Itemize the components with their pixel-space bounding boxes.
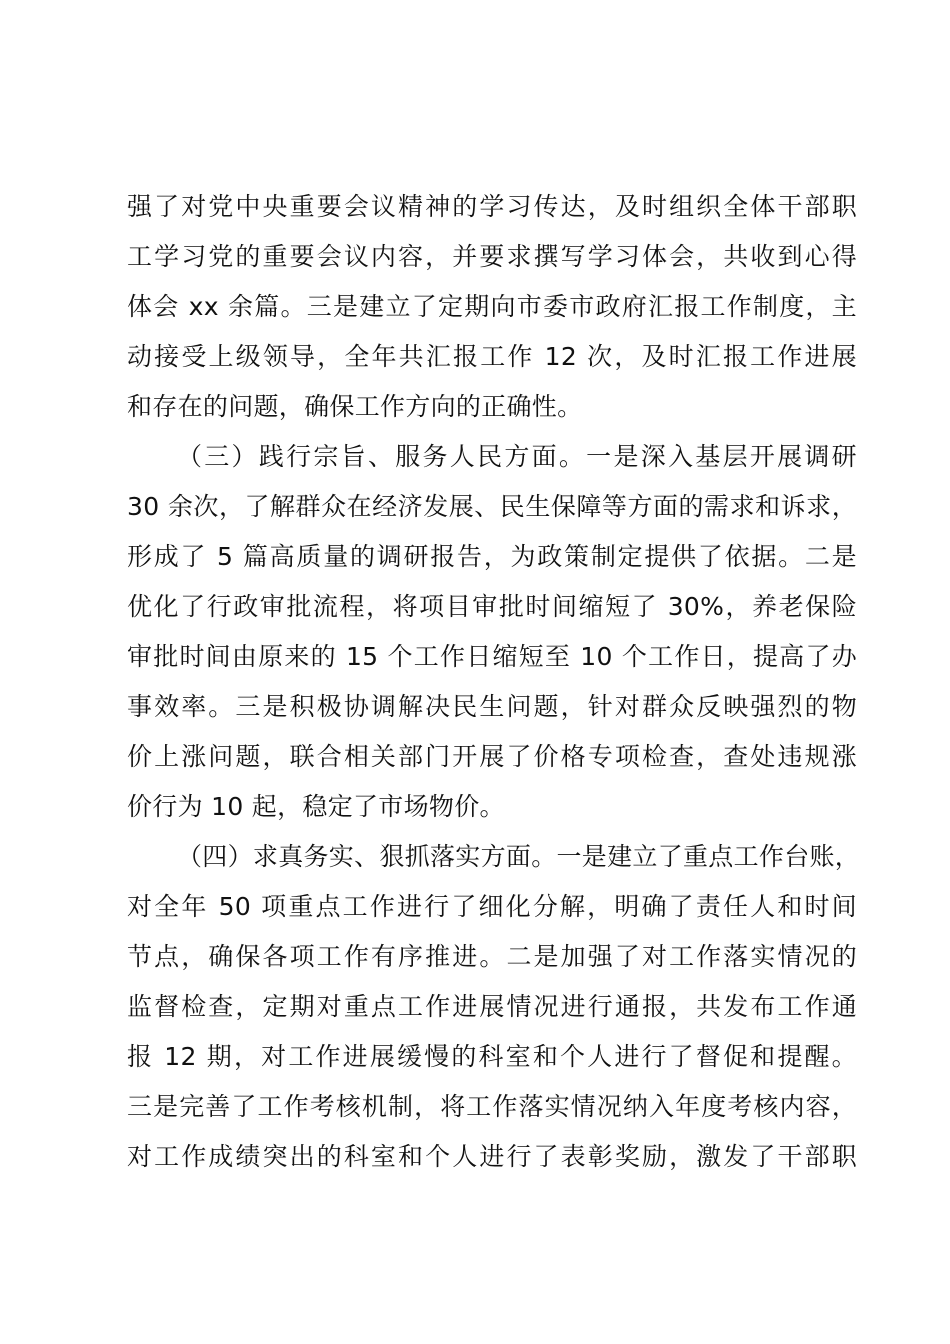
paragraph-line: 30 余次，了解群众在经济发展、民生保障等方面的需求和诉求， [127, 492, 857, 521]
paragraph-line: 体会 xx 余篇。三是建立了定期向市委市政府汇报工作制度，主 [127, 292, 857, 321]
paragraph-line: 优化了行政审批流程，将项目审批时间缩短了 30%，养老保险 [127, 592, 857, 621]
paragraph-line: 监督检查，定期对重点工作进展情况进行通报，共发布工作通 [127, 992, 857, 1021]
paragraph-line: 对全年 50 项重点工作进行了细化分解，明确了责任人和时间 [127, 892, 857, 921]
paragraph-line: 审批时间由原来的 15 个工作日缩短至 10 个工作日，提高了办 [127, 642, 857, 671]
paragraph-line: 对工作成绩突出的科室和个人进行了表彰奖励，激发了干部职 [127, 1142, 857, 1171]
paragraph-line: 价上涨问题，联合相关部门开展了价格专项检查，查处违规涨 [127, 742, 857, 771]
paragraph-line: 工学习党的重要会议内容，并要求撰写学习体会，共收到心得 [127, 242, 857, 271]
document-body [127, 182, 861, 1182]
paragraph-line: 强了对党中央重要会议精神的学习传达，及时组织全体干部职 [127, 192, 857, 221]
paragraph-line: 节点，确保各项工作有序推进。二是加强了对工作落实情况的 [127, 942, 857, 971]
paragraph-line: 和存在的问题，确保工作方向的正确性。 [127, 392, 583, 421]
paragraph-line: 事效率。三是积极协调解决民生问题，针对群众反映强烈的物 [127, 692, 857, 721]
paragraph-line: 形成了 5 篇高质量的调研报告，为政策制定提供了依据。二是 [127, 542, 857, 571]
paragraph-line: 动接受上级领导，全年共汇报工作 12 次，及时汇报工作进展 [127, 342, 857, 371]
paragraph-line: 价行为 10 起，稳定了市场物价。 [127, 792, 505, 821]
paragraph-line: 报 12 期，对工作进展缓慢的科室和个人进行了督促和提醒。 [127, 1042, 857, 1071]
section-heading-line: （四）求真务实、狠抓落实方面。一是建立了重点工作台账， [177, 842, 861, 871]
paragraph-line: 三是完善了工作考核机制，将工作落实情况纳入年度考核内容， [127, 1092, 857, 1121]
section-heading-line: （三）践行宗旨、服务人民方面。一是深入基层开展调研 [177, 442, 857, 471]
